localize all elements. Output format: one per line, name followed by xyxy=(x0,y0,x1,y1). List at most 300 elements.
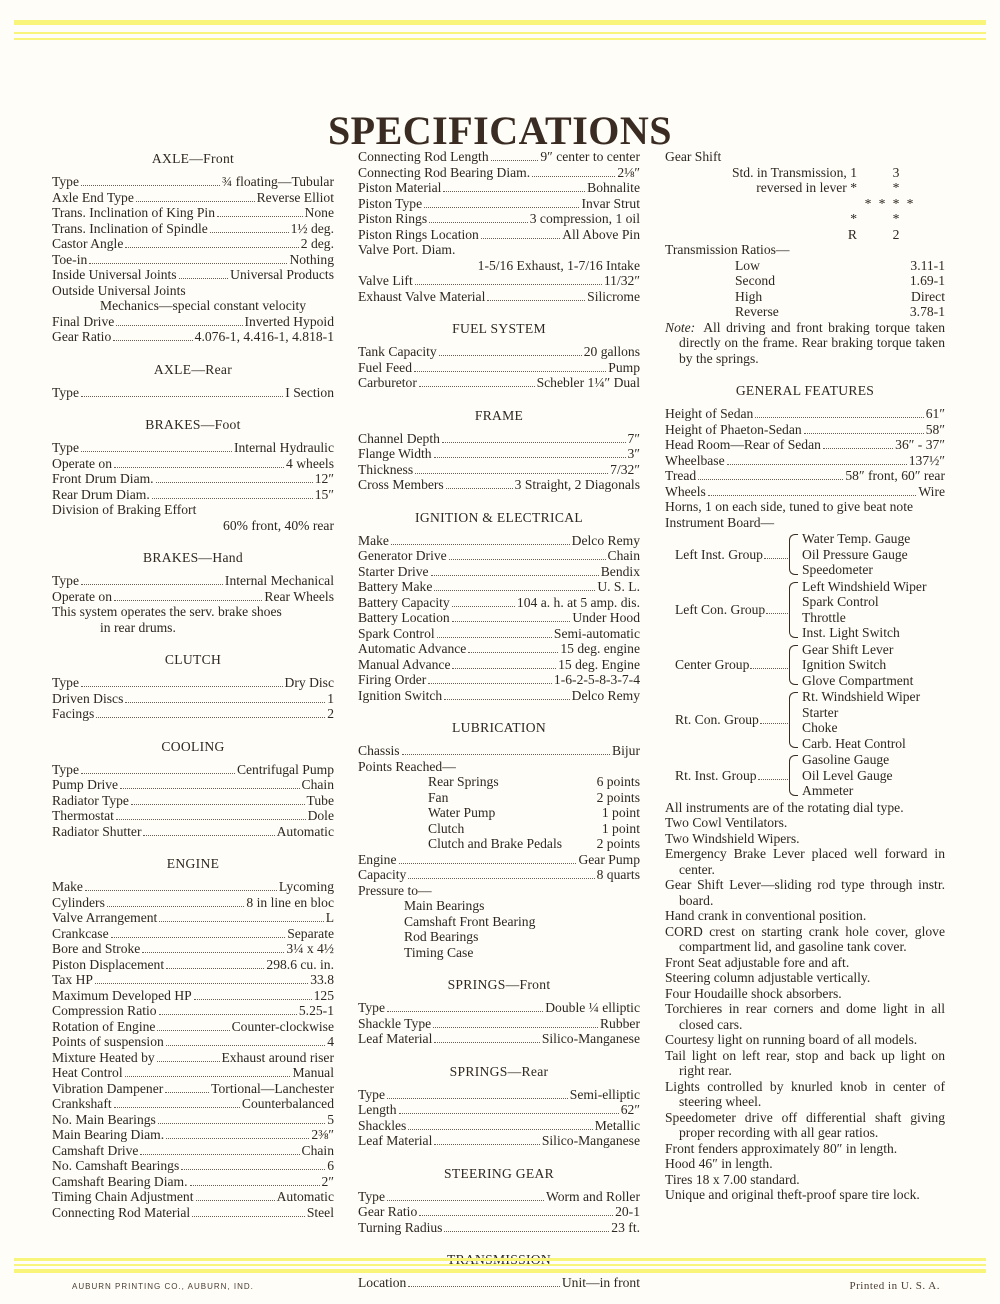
spec-value: 3.11-1 xyxy=(910,257,945,273)
gear-cell: R xyxy=(847,226,857,242)
spec-value: Bijur xyxy=(612,743,640,758)
group-items xyxy=(802,752,893,799)
feature-item: Hood 46″ in length. xyxy=(665,1156,773,1171)
dot-leader xyxy=(81,185,220,186)
spec-label: Piston Displacement xyxy=(52,956,165,972)
dot-leader xyxy=(136,201,255,202)
spec-value: 62″ xyxy=(620,1102,640,1117)
feature-item: Courtesy light on running board of all models. xyxy=(665,1032,918,1047)
spec-section xyxy=(52,151,334,345)
spec-label: Mixture Heated by xyxy=(52,1049,155,1065)
dot-leader xyxy=(125,1076,291,1077)
spec-value: L xyxy=(325,910,334,925)
spec-value: Nothing xyxy=(289,251,334,267)
spec-row xyxy=(358,344,640,360)
spec-row xyxy=(52,487,334,503)
note-text: All driving and front braking torque taken directly on the frame. Rear braking torque taken by the springs. xyxy=(679,319,945,366)
dot-leader xyxy=(157,1061,220,1062)
spec-row xyxy=(52,1065,334,1081)
feature-item: Front Seat adjustable fore and aft. xyxy=(665,954,850,970)
gear-cell: * xyxy=(892,180,900,195)
spec-label: Operate on xyxy=(52,588,113,604)
spec-label: Spark Control xyxy=(358,625,435,641)
spec-row xyxy=(358,1133,640,1149)
spec-label: Crankshaft xyxy=(52,1096,112,1111)
spec-value: 9″ center to center xyxy=(540,149,640,164)
spec-row xyxy=(358,564,640,580)
spec-row xyxy=(358,1031,640,1047)
spec-label: Capacity xyxy=(358,867,407,882)
spec-value: 20-1 xyxy=(615,1204,640,1219)
dot-leader xyxy=(81,396,283,397)
gear-cell xyxy=(875,211,889,227)
spec-row xyxy=(358,1275,640,1291)
spec-row xyxy=(358,1118,640,1134)
spec-row xyxy=(358,196,640,212)
dot-leader xyxy=(81,584,223,585)
spec-label: Radiator Shutter xyxy=(52,823,142,839)
dot-leader xyxy=(107,906,245,907)
dot-leader xyxy=(387,1098,568,1099)
spec-section xyxy=(52,417,334,533)
feature-item: Unique and original theft-proof spare tire lock. xyxy=(665,1187,920,1202)
group-label xyxy=(665,768,789,784)
dot-leader xyxy=(434,1042,540,1043)
spec-section xyxy=(358,977,640,1047)
spec-label: Tread xyxy=(665,468,697,483)
spec-value: Steel xyxy=(306,1204,334,1220)
group-items xyxy=(802,531,910,578)
dot-leader xyxy=(196,1200,275,1201)
dot-leader xyxy=(419,1215,613,1216)
spec-section xyxy=(665,149,945,366)
spec-row xyxy=(52,440,334,456)
feature-item: Two Windshield Wipers. xyxy=(665,830,800,846)
spec-row xyxy=(358,821,640,837)
gear-cell xyxy=(861,165,875,181)
brace-icon xyxy=(789,582,798,638)
section-heading: LUBRICATION xyxy=(452,720,546,735)
dot-leader xyxy=(415,284,602,285)
dot-leader xyxy=(140,1154,299,1155)
spec-row xyxy=(358,688,640,704)
dot-leader xyxy=(116,819,306,820)
spec-subitem: Rod Bearings xyxy=(404,929,479,944)
spec-label: Pump Drive xyxy=(52,777,119,792)
dot-leader xyxy=(698,479,843,480)
spec-row xyxy=(52,1189,334,1205)
note xyxy=(665,320,945,367)
spec-row xyxy=(52,385,334,401)
dot-leader xyxy=(481,238,560,239)
spec-value: 2 points xyxy=(596,836,640,851)
spec-label: Valve Lift xyxy=(358,273,413,288)
dot-leader xyxy=(81,686,283,687)
spec-row xyxy=(358,165,640,181)
spec-row xyxy=(358,1102,640,1118)
spec-value: Chain xyxy=(301,1142,334,1158)
spec-value: ¾ floating—Tubular xyxy=(221,174,334,189)
spec-label: Front Drum Diam. xyxy=(52,471,154,486)
dot-leader xyxy=(727,464,907,465)
dot-leader xyxy=(433,1027,598,1028)
group-item: Glove Compartment xyxy=(802,672,914,688)
spec-row xyxy=(52,691,334,707)
spec-row xyxy=(52,762,334,778)
spec-value: 15 deg. engine xyxy=(560,641,640,656)
spec-value: Centrifugal Pump xyxy=(236,761,334,777)
spec-subitem: Main Bearings xyxy=(404,898,485,913)
dot-leader xyxy=(419,386,535,387)
spec-section xyxy=(52,739,334,840)
spec-value: 60% front, 40% rear xyxy=(223,517,334,533)
spec-row xyxy=(52,972,334,988)
spec-value: Chain xyxy=(607,548,640,563)
spec-row xyxy=(358,1087,640,1103)
spec-row xyxy=(52,808,334,824)
spec-value: 4 xyxy=(327,1034,334,1049)
dot-leader xyxy=(166,1045,325,1046)
spec-value: 3 Straight, 2 Diagonals xyxy=(514,477,640,492)
dot-leader xyxy=(487,300,585,301)
instrument-group xyxy=(665,579,945,641)
gear-cell: * xyxy=(850,211,857,226)
dot-leader xyxy=(157,1030,229,1031)
spec-row xyxy=(358,852,640,868)
spec-value: None xyxy=(304,205,334,220)
gear-cell: * xyxy=(906,195,914,211)
section-heading: AXLE—Front xyxy=(151,151,235,166)
dot-leader xyxy=(131,804,305,805)
dot-leader xyxy=(415,473,608,474)
spec-section xyxy=(52,652,334,722)
feature-item: Four Houdaille shock absorbers. xyxy=(665,985,842,1001)
spec-row xyxy=(358,836,640,852)
spec-row xyxy=(52,957,334,973)
dot-leader xyxy=(120,788,299,789)
spec-label: Final Drive xyxy=(52,313,115,329)
column-left xyxy=(52,149,334,1220)
dot-leader xyxy=(125,247,298,248)
spec-label: Wheelbase xyxy=(665,452,725,468)
spec-row xyxy=(665,484,945,500)
group-item: Gasoline Gauge xyxy=(802,752,890,767)
spec-row xyxy=(52,174,334,190)
spec-section xyxy=(52,362,334,401)
spec-row xyxy=(52,1034,334,1050)
spec-value: Worm and Roller xyxy=(545,1188,640,1204)
feature-item: Hand crank in conventional position. xyxy=(665,908,867,923)
group-label-text: Left Con. Group xyxy=(675,601,766,617)
spec-row xyxy=(52,252,334,268)
spec-section xyxy=(52,550,334,635)
gear-cell xyxy=(861,211,875,227)
spec-row xyxy=(665,406,945,422)
section-heading: SPRINGS—Front xyxy=(447,977,551,992)
spec-row xyxy=(52,1096,334,1112)
dot-leader xyxy=(468,652,558,653)
spec-row xyxy=(358,446,640,462)
spec-label: Battery Make xyxy=(358,579,433,594)
gear-cell: * xyxy=(892,195,900,211)
spec-value: Schebler 1¼″ Dual xyxy=(536,375,640,390)
spec-label: Driven Discs xyxy=(52,690,124,706)
spec-row xyxy=(358,462,640,478)
spec-value: I Section xyxy=(285,384,334,400)
spec-label: Valve Arrangement xyxy=(52,910,158,925)
spec-label: Type xyxy=(52,174,79,189)
spec-label: Radiator Type xyxy=(52,792,129,808)
instrument-group xyxy=(665,752,945,799)
spec-text: in rear drums. xyxy=(100,619,176,635)
spec-value: 11/32″ xyxy=(603,273,640,288)
spec-label: Toe-in xyxy=(52,251,88,267)
dot-leader xyxy=(434,1144,540,1145)
spec-label: Trans. Inclination of King Pin xyxy=(52,205,215,220)
spec-label: Bore and Stroke xyxy=(52,941,141,956)
dot-leader xyxy=(428,683,552,684)
spec-value: Semi-automatic xyxy=(553,625,640,641)
spec-row xyxy=(358,360,640,376)
spec-value: 58″ xyxy=(925,421,945,437)
dot-leader xyxy=(114,467,284,468)
spec-label: Turning Radius xyxy=(358,1219,443,1235)
dot-leader xyxy=(166,968,264,969)
spec-value: 1 xyxy=(327,690,334,706)
spec-row xyxy=(358,743,640,759)
dot-leader xyxy=(444,699,569,700)
spec-value: Silico-Manganese xyxy=(541,1031,640,1046)
spec-value: 6 points xyxy=(596,774,640,789)
spec-row xyxy=(52,675,334,691)
spec-label: Fuel Feed xyxy=(358,359,412,375)
column-right xyxy=(665,149,945,1203)
dot-leader xyxy=(179,278,229,279)
spec-value: 2″ xyxy=(321,1173,334,1189)
spec-label: Shackles xyxy=(358,1117,407,1133)
spec-label: Type xyxy=(358,1188,385,1204)
spec-row xyxy=(52,793,334,809)
spec-row xyxy=(358,477,640,493)
printer-credit: AUBURN PRINTING CO., AUBURN, IND. xyxy=(72,1282,254,1291)
spec-label: Connecting Rod Bearing Diam. xyxy=(358,164,531,180)
spec-subitem: Camshaft Front Bearing xyxy=(404,913,536,929)
spec-row xyxy=(358,1189,640,1205)
spec-row xyxy=(52,1174,334,1190)
dot-leader xyxy=(111,937,286,938)
dot-leader xyxy=(491,160,539,161)
section-heading: FUEL SYSTEM xyxy=(452,321,546,336)
spec-value: Counter-clockwise xyxy=(231,1018,334,1034)
spec-text: Transmission Ratios— xyxy=(665,242,790,257)
spec-label: Rotation of Engine xyxy=(52,1018,156,1034)
printed-in-usa: Printed in U. S. A. xyxy=(849,1280,940,1292)
spec-row xyxy=(52,941,334,957)
spec-value: 1 point xyxy=(601,820,640,836)
dot-leader xyxy=(190,1185,320,1186)
column-center xyxy=(358,149,640,1291)
spec-label: Crankcase xyxy=(52,925,109,941)
section-heading: IGNITION & ELECTRICAL xyxy=(415,509,583,525)
spec-section xyxy=(358,321,640,391)
spec-value: 6 xyxy=(327,1158,334,1173)
spec-text: Pressure to— xyxy=(358,882,432,898)
group-label-text: Rt. Inst. Group xyxy=(675,767,757,783)
spec-row xyxy=(665,437,945,453)
spec-label: Automatic Advance xyxy=(358,641,467,656)
spec-label: Height of Sedan xyxy=(665,406,754,421)
spec-value: Unit—in front xyxy=(561,1275,640,1290)
section-heading: ENGINE xyxy=(166,856,220,871)
instrument-group xyxy=(665,531,945,578)
spec-row xyxy=(358,610,640,626)
gear-cell xyxy=(875,227,889,243)
dot-leader xyxy=(408,1286,560,1287)
gear-cell: 2 xyxy=(892,226,900,242)
group-item: Oil Level Gauge xyxy=(802,767,893,783)
group-items xyxy=(802,642,913,689)
spec-value: Rear Wheels xyxy=(264,588,334,604)
dot-leader xyxy=(114,1107,240,1108)
spec-section xyxy=(665,383,945,1203)
spec-row xyxy=(358,805,640,821)
gear-cell xyxy=(903,211,917,227)
spec-row xyxy=(358,641,640,657)
spec-label: Channel Depth xyxy=(358,430,440,446)
spec-row xyxy=(52,329,334,345)
dot-leader xyxy=(414,371,606,372)
dot-leader xyxy=(210,232,289,233)
dot-leader xyxy=(760,723,788,724)
spec-row xyxy=(52,221,334,237)
top-stripe xyxy=(14,20,986,25)
spec-value: Rubber xyxy=(599,1015,640,1031)
spec-row xyxy=(358,375,640,391)
spec-value: Internal Mechanical xyxy=(224,573,334,588)
spec-label: Camshaft Bearing Diam. xyxy=(52,1173,188,1189)
spec-value: 7/32″ xyxy=(610,461,640,477)
feature-item: Steering column adjustable vertically. xyxy=(665,970,871,985)
top-stripe xyxy=(14,38,986,40)
spec-section xyxy=(358,510,640,704)
dot-leader xyxy=(95,983,308,984)
spec-label: Piston Type xyxy=(358,195,423,211)
spec-value: 1-5/16 Exhaust, 1-7/16 Intake xyxy=(477,257,640,273)
gear-cell: * xyxy=(878,195,886,211)
dot-leader xyxy=(194,999,312,1000)
dot-leader xyxy=(89,263,287,264)
spec-value: 1 point xyxy=(601,805,640,820)
group-label xyxy=(665,602,789,618)
spec-value: Manual xyxy=(292,1065,334,1080)
spec-row xyxy=(358,867,640,883)
spec-label: Rear Drum Diam. xyxy=(52,486,150,502)
instrument-group xyxy=(665,689,945,751)
spec-section xyxy=(358,149,640,304)
spec-value: 58″ front, 60″ rear xyxy=(845,468,945,483)
brace-icon xyxy=(789,645,798,686)
spec-row xyxy=(52,1127,334,1143)
spec-row xyxy=(52,926,334,942)
spec-text: Gear Shift xyxy=(665,149,722,164)
spec-value: 2 xyxy=(327,706,334,721)
spec-row xyxy=(52,190,334,206)
spec-row xyxy=(358,227,640,243)
spec-row xyxy=(358,672,640,688)
spec-section xyxy=(358,720,640,960)
spec-label: Leaf Material xyxy=(358,1031,433,1046)
dot-leader xyxy=(181,1169,325,1170)
spec-row xyxy=(665,468,945,484)
dot-leader xyxy=(387,1011,543,1012)
group-label xyxy=(665,712,789,728)
dot-leader xyxy=(165,1092,209,1093)
dot-leader xyxy=(750,668,788,669)
spec-label: Generator Drive xyxy=(358,548,447,563)
spec-row xyxy=(52,573,334,589)
spec-value: Automatic xyxy=(276,823,334,839)
group-label xyxy=(665,657,789,673)
spec-row xyxy=(52,910,334,926)
spec-row xyxy=(358,533,640,549)
spec-row xyxy=(52,1112,334,1128)
gear-cell: reversed in lever * xyxy=(756,180,857,195)
group-item: Starter xyxy=(802,704,839,720)
spec-row xyxy=(358,774,640,790)
section-heading: AXLE—Rear xyxy=(153,361,233,377)
gear-cell: * xyxy=(892,211,900,226)
spec-row xyxy=(665,422,945,438)
feature-item: Lights controlled by knurled knob in center of steering wheel. xyxy=(665,1078,945,1109)
spec-section xyxy=(358,1166,640,1236)
dot-leader xyxy=(159,1014,297,1015)
spec-row xyxy=(358,149,640,165)
spec-row xyxy=(52,1081,334,1097)
group-item: Carb. Heat Control xyxy=(802,735,906,751)
dot-leader xyxy=(823,448,893,449)
spec-label: Axle End Type xyxy=(52,189,134,205)
spec-label: Chassis xyxy=(358,743,400,758)
spec-row xyxy=(52,1019,334,1035)
spec-label: Thermostat xyxy=(52,808,114,823)
spec-label: Cylinders xyxy=(52,894,105,910)
spec-value: 1.69-1 xyxy=(909,273,945,288)
section-heading: GENERAL FEATURES xyxy=(735,383,875,398)
dot-leader xyxy=(437,637,552,638)
spec-label: Low xyxy=(735,257,760,273)
dot-leader xyxy=(192,1216,305,1217)
group-items xyxy=(802,689,920,751)
note-label: Note: xyxy=(665,319,696,335)
group-item: Speedometer xyxy=(802,562,873,577)
spec-value: 33.8 xyxy=(310,972,334,987)
spec-label: Firing Order xyxy=(358,672,427,687)
spec-value: 2⅛″ xyxy=(617,164,640,180)
spec-row xyxy=(52,236,334,252)
spec-value: Automatic xyxy=(276,1189,334,1204)
gear-cell xyxy=(875,165,889,181)
dot-leader xyxy=(142,952,284,953)
dot-leader xyxy=(387,1200,544,1201)
spec-label: Type xyxy=(358,1086,385,1102)
spec-text: Valve Port. Diam. xyxy=(358,242,456,257)
dot-leader xyxy=(159,921,323,922)
spec-label: Water Pump xyxy=(428,805,496,820)
group-label-text: Left Inst. Group xyxy=(675,546,763,562)
spec-label: Length xyxy=(358,1102,397,1117)
spec-value: 2 points xyxy=(596,789,640,805)
spec-value: 3¼ x 4½ xyxy=(286,941,334,956)
